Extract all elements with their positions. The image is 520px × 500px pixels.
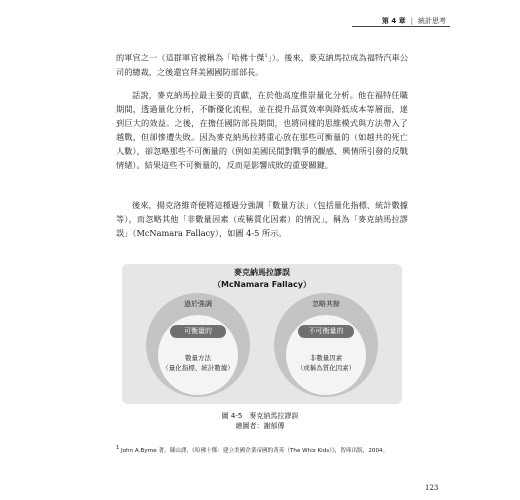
unmeasurable-pill: 不可衡量的 bbox=[298, 325, 354, 338]
right-text-line2: （或稱為質化因素） bbox=[296, 364, 356, 372]
figure-title-line1: 麥克納馬拉謬誤 bbox=[234, 268, 290, 277]
left-text-line1: 數量方法 bbox=[185, 354, 211, 362]
right-text-line1: 非數量因素 bbox=[309, 354, 343, 362]
chapter-label: 第 4 章 bbox=[381, 17, 406, 25]
running-header bbox=[382, 16, 446, 26]
page-number: 123 bbox=[425, 484, 439, 492]
right-inner-circle bbox=[286, 315, 366, 395]
footnote bbox=[116, 444, 416, 455]
left-inner-circle bbox=[158, 315, 238, 395]
footnote-text: John A.Byrne 著，陳山譯，《哈佛十傑：建立美國企業帝國的菁英（The Whiz Kids）》，智庫出版，2004。 bbox=[119, 447, 389, 454]
measurable-circle bbox=[146, 293, 250, 397]
paragraph-3: 後來，揚克洛維奇便將這種過分強調「數量方法」（包括量化指標、統計數據等），而忽略其他「非數量因素（或稱質化因素）的情況」，稱為「麥克納馬拉謬誤」（McNamara Fallacy），如圖 4-5 所示。 bbox=[116, 200, 408, 238]
chapter-title: 統計思考 bbox=[418, 17, 446, 25]
header-rule bbox=[352, 26, 450, 27]
mcnamara-fallacy-figure bbox=[122, 264, 402, 404]
left-text-line2: （量化指標、統計數據） bbox=[162, 364, 234, 372]
paragraph-1-end: 」）。後來，麥克納馬拉成為福特汽車公司的總裁，之後還官拜美國國防部部長。 bbox=[116, 52, 408, 77]
paragraph-1 bbox=[116, 49, 408, 79]
unmeasurable-circle bbox=[274, 293, 378, 397]
left-circle-text bbox=[158, 353, 238, 373]
header-separator: | bbox=[410, 17, 413, 25]
right-circle-text bbox=[286, 353, 366, 373]
figure-credit: 繪圖者：謝郁傳 bbox=[235, 422, 285, 430]
figure-caption: 圖 4-5 麥克納馬拉謬誤 bbox=[221, 412, 299, 420]
figure-title-line2: （McNamara Fallacy） bbox=[213, 280, 311, 289]
right-circle-heading: 忽略其餘 bbox=[312, 300, 340, 308]
paragraph-1-start: 的軍官之一（這群軍官被稱為「哈佛十傑 bbox=[116, 52, 265, 63]
figure-title bbox=[122, 267, 402, 291]
footnote-marker: 1 bbox=[264, 53, 268, 59]
left-circle-heading: 過於強調 bbox=[184, 300, 212, 308]
paragraph-2: 話說，麥克納馬拉最主要的貢獻，在於他高度推崇量化分析。他在福特任職期間，透過量化分析，不斷優化流程，並在提升品質效率與降低成本等層面，達到巨大的效益。之後，在擔任國防部長期間，也將同樣的思維模式與方法帶入了越戰，但卻慘遭失敗。因為麥克納馬拉將重心放在那些可衡量的（如越共的死亡人數），卻忽略那些不可衡量的（例如美國民間對戰爭的觀感、興情所引發的反戰情緒）。結果這些不可衡量的，反而是影響成敗的重要關鍵。 bbox=[116, 90, 408, 170]
footnote-number: 1 bbox=[116, 445, 120, 451]
measurable-pill: 可衡量的 bbox=[170, 325, 226, 338]
